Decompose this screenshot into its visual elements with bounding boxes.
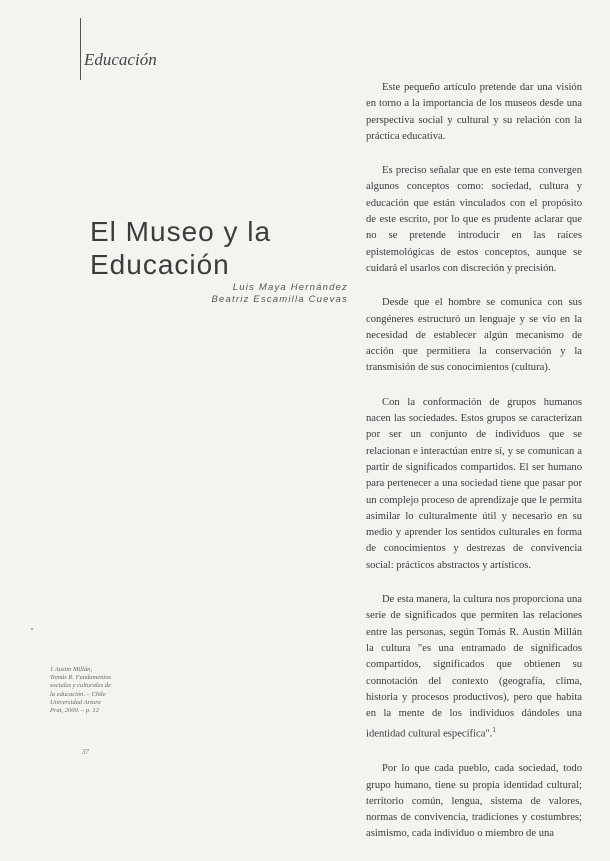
section-divider [80,18,81,80]
footnote-line: Universidad Arturo [50,698,101,706]
body-paragraph: Es preciso señalar que en este tema convergen algunos conceptos como: sociedad, cultura y educación que están vinculados con el propósito de este escrito, por lo que es prudente aclarar que no se pretende introducir en las raíces epistemológicas de estos conceptos, aunque se cuidará el usarlos con discreción y precisión. [366,165,582,274]
article-title [90,215,350,281]
page-number: 37 [82,748,89,756]
author-name: Beatriz Escamilla Cuevas [211,294,348,305]
article-body [366,80,582,861]
body-paragraph: Desde que el hombre se comunica con sus congéneres estructuró un lenguaje y se vio en la necesidad de establecer algún mecanismo de acción que permitiera la conservación y la transmisión de sus conocimientos (cultura). [366,297,582,374]
body-paragraph: Con la conformación de grupos humanos nacen las sociedades. Estos grupos se caracterizan por ser un conjunto de individuos que se relacionan e interactúan entre sí, y se comunican a partir de significados compartidos. El ser humano para pertenecer a una sociedad tiene que pasar por un complejo proceso de aprendizaje que le permita asimilar lo culturalmente útil y necesario en su medio y aprender los sentidos culturales en forma de conocimientos y destrezas de convivencia social: prácticos abstractos y artísticos. [366,396,582,571]
footnote-reference: 1 [492,726,496,735]
footnote [50,666,138,715]
body-paragraph: Este pequeño artículo pretende dar una visión en torno a la importancia de los museos desde una perspectiva social y cultural y su relación con la práctica educativa. [366,82,582,142]
footnote-line: Prat, 2000. – p. 12 [50,707,99,715]
scan-speck [31,628,33,630]
article-authors [180,282,348,306]
footnote-line: 1 Austin Millán, [50,666,92,673]
footnote-line: Tomás R. Fundamentos [50,674,111,682]
body-paragraph-text: De esta manera, la cultura nos proporciona una serie de significados que permiten las relaciones entre las personas, según Tomás R. Austin Millán la cultura "es una entramado de significados compartidos, significados que obtienen su connotación del contexto (geografía, clima, historia y procesos productivos), pero que habita en la mente de los individuos dándoles una identidad cultural específica". [366,594,582,740]
footnote-line: sociales y culturales de [50,682,111,690]
author-name: Luis Maya Hernández [232,282,348,293]
article-title-line-1: El Museo y la [90,216,272,247]
section-label: Educación [84,50,157,69]
body-paragraph: Por lo que cada pueblo, cada sociedad, todo grupo humano, tiene su propia identidad cultural; territorio común, lengua, sistema de valores, normas de convivencia, tradiciones y costumbres; asimismo, cada individuo o miembro de una [366,763,582,840]
article-title-line-2: Educación [90,249,230,280]
body-paragraph [366,592,582,743]
footnote-line: la educación. – Chile [50,690,106,698]
